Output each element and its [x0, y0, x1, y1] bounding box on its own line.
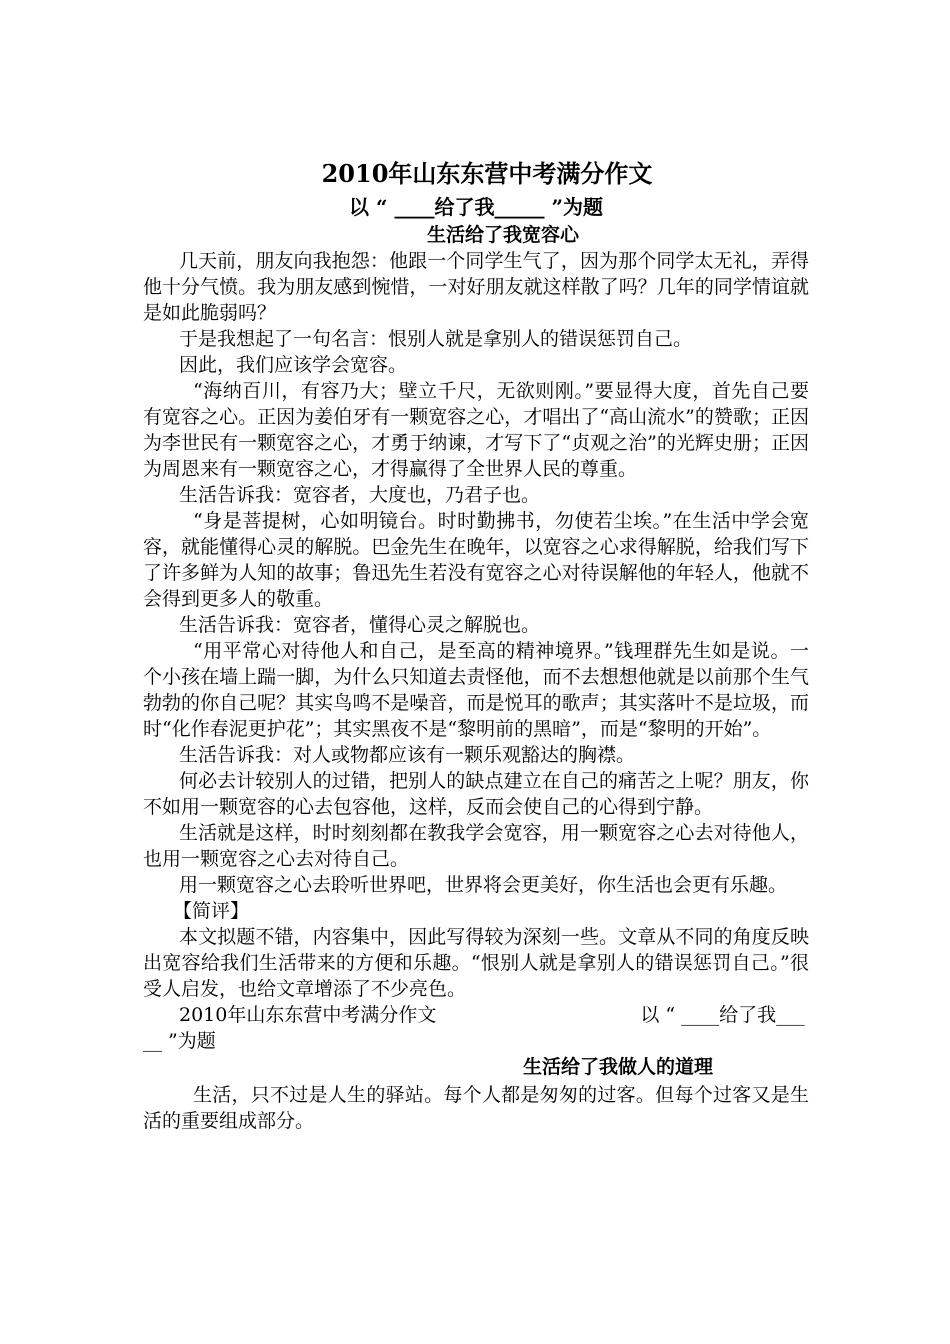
- essay-title: 生活给了我宽容心: [426, 224, 579, 246]
- review-label: 【简评】: [173, 900, 250, 922]
- paragraph: 用一颗宽容之心去聆听世界吧，世界将会更美好，你生活也会更有乐趣。: [179, 874, 788, 896]
- paragraph: 于是我想起了一句名言：恨别人就是拿别人的错误惩罚自己。: [179, 328, 693, 350]
- paragraph: 几天前，朋友向我抱怨：他跟一个同学生气了，因为那个同学太无礼，弄得他十分气愤。我为朋友感到惋惜，一对好朋友就这样散了吗？几年的同学情谊就是如此脆弱吗？: [143, 250, 809, 324]
- paragraph: 生活告诉我：对人或物都应该有一颗乐观豁达的胸襟。: [179, 744, 636, 766]
- paragraph: “用平常心对待他人和自己，是至高的精神境界。”钱理群先生如是说。一个小孩在墙上踹一脚，为什么只知道去责怪他，而不去想想他就是以前那个生气勃勃的你自己呢？其实鸟鸣不是噪音，而是悦耳的歌声；其实落叶不是垃圾，而时“化作春泥更护花”；其实黑夜不是“黎明前的黑暗”，而是“黎明的开始”。: [143, 640, 809, 740]
- paragraph: 生活告诉我：宽容者，懂得心灵之解脱也。: [179, 614, 541, 636]
- paragraph: 何必去计较别人的过错，把别人的缺点建立在自己的痛苦之上呢？朋友，你不如用一颗宽容的心去包容他，这样，反而会使自己的心得到宁静。: [143, 770, 809, 818]
- main-title: 2010年山东东营中考满分作文: [321, 159, 653, 188]
- second-heading-right: 以 “ ____给了我_____ ”为题: [143, 1004, 805, 1052]
- essay2-paragraph: 生活，只不过是人生的驿站。每个人都是匆匆的过客。但每个过客又是生活的重要组成部分。: [143, 1084, 809, 1132]
- second-heading: [143, 1002, 809, 1054]
- review-text: 本文拟题不错，内容集中，因此写得较为深刻一些。文章从不同的角度反映出宽容给我们生活带来的方便和乐趣。“恨别人就是拿别人的错误惩罚自己。”很受人启发，也给文章增添了不少亮色。: [143, 926, 809, 1000]
- paragraph: “海纳百川，有容乃大；壁立千尺，无欲则刚。”要显得大度，首先自己要有宽容之心。正因为姜伯牙有一颗宽容之心，才唱出了“高山流水”的赞歌；正因为李世民有一颗宽容之心，才勇于纳谏，才写下了“贞观之治”的光辉史册；正因为周恩来有一颗宽容之心，才得赢得了全世界人民的尊重。: [143, 380, 809, 480]
- document-body: [143, 156, 809, 1134]
- paragraph: 因此，我们应该学会宽容。: [179, 354, 408, 376]
- paragraph: 生活就是这样，时时刻刻都在教我学会宽容，用一颗宽容之心去对待他人，也用一颗宽容之心去对待自己。: [143, 822, 809, 870]
- essay-title-2: 生活给了我做人的道理: [522, 1056, 713, 1078]
- paragraph: “身是菩提树，心如明镜台。时时勤拂书，勿使若尘埃。”在生活中学会宽容，就能懂得心灵的解脱。巴金先生在晚年，以宽容之心求得解脱，给我们写下了许多鲜为人知的故事；鲁迅先生若没有宽容之心对待误解他的年轻人，他就不会得到更多人的敬重。: [143, 510, 809, 610]
- second-heading-left: 2010年山东东营中考满分作文: [179, 1004, 437, 1026]
- sub-title: 以 “ ____给了我_____ ”为题: [349, 195, 603, 219]
- paragraph: 生活告诉我：宽容者，大度也，乃君子也。: [179, 484, 541, 506]
